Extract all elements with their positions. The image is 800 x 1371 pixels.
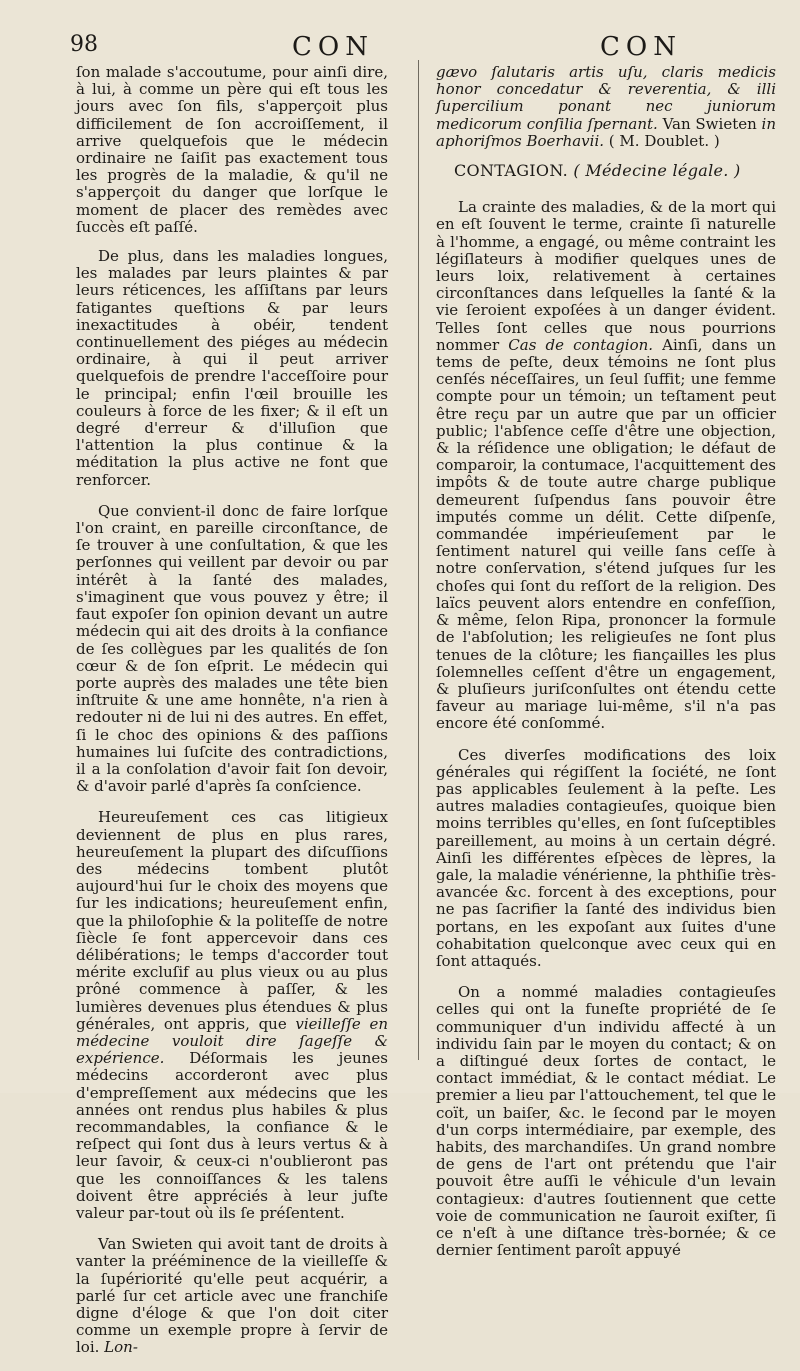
italic-text: Cas de contagion.	[508, 335, 654, 354]
paragraph	[76, 809, 388, 1222]
paragraph: Ces diverſes modifications des loix générales qui régiſſent la ſociété, ne ſont pas applicables ſeulement à la peſte. Les autres maladies contagieuſes, quoique bien moins terribles qu'elles, en ſont ſuſceptibles pareillement, au moins à un certain dégré. Ainſi les différentes eſpèces de lèpres, la gale, la maladie vénérienne, la phthiſie très-avancée &c. forcent à des exceptions, pour ne pas ſacrifier la ſanté des individus bien portans, en les expoſant aux ſuites d'une cohabitation quelconque avec ceux qui en ſont attaqués.	[436, 745, 776, 970]
text-run: Van Swieten qui avoit tant de droits à vanter la prééminence de la vieilleſſe & la ſupériorité qu'elle peut acquérir, a parlé ſur cet article avec une franchiſe digne d'éloge & que l'on doit citer comme un exemple propre à ſervir de loi.	[76, 1235, 388, 1357]
running-head-left: CON	[292, 32, 374, 62]
running-head-right: CON	[600, 32, 682, 62]
paragraph: De plus, dans les maladies longues, les malades par leurs plaintes & par leurs réticences, les aſſiſtans par leurs fatigantes queſtions & par leurs inexactitudes à obéir, tendent continuellement des piéges au médecin ordinaire, à qui il peut arriver quelquefois de prendre l'acceſſoire pour le principal; enfin l'œil brouille les couleurs à force de les fixer; & il eſt un degré d'erreur & d'illuſion que l'attention la plus continue & la méditation la plus active ne font que renforcer.	[76, 247, 388, 489]
heading-subtitle: ( Médecine légale. )	[573, 161, 741, 181]
italic-text: Lon-	[104, 1338, 138, 1357]
page-number: 98	[70, 32, 98, 57]
latin-quote	[436, 64, 776, 150]
paragraph: Que convient-il donc de faire lorſque l'on craint, en pareille circonſtance, de ſe trouver à une conſultation, & que les perſonnes qui veillent par devoir ou par intérêt à la ſanté des malades, s'imaginent que vous pouvez y être; il faut expoſer ſon opinion devant un autre médecin qui ait des droits à la confiance de ſes collègues par les qualités de ſon cœur & de ſon eſprit. Le médecin qui porte auprès des malades une tête bien inſtruite & une ame honnête, n'a rien à redouter ni de lui ni des autres. En effet, ſi le choc des opinions & des paſſions humaines lui ſuſcite des contradictions, il a la conſolation d'avoir fait ſon devoir, & d'avoir parlé d'après ſa conſcience.	[76, 501, 388, 796]
column-divider	[418, 60, 419, 1060]
page-header	[60, 30, 770, 62]
italic-text: vieilleſſe en médecine vouloit dire ſageſſe & expérience.	[76, 1014, 388, 1068]
author-signature: ( M. Doublet. )	[604, 131, 720, 150]
text-run: Ainſi, dans un tems de peſte, deux témoins ne ſont plus cenſés néceſſaires, un ſeul ſuffit; une femme compte pour un témoin; un teſtament peut être reçu par un autre que par un officier public; l'abſence ceſſe d'être une objection, & la réſidence une obligation; le défaut de comparoir, la contumace, l'acquittement des impôts & de toute autre charge publique demeurent ſuſpendus ſans pouvoir être imputés comme un délit. Cette diſpenſe, commandée impérieuſement par le ſentiment naturel qui veille ſans ceſſe à notre conſervation, s'étend juſques ſur les choſes qui ſont du reſſort de la religion. Des laïcs peuvent alors entendre en confeſſion, & même, ſelon Ripa, prononcer la formule de l'abſolution; les religieuſes ne ſont plus tenues de la clôture; les fiançailles les plus ſolemnelles ceſſent d'être un engagement, & pluſieurs juriſconſultes ont étendu cette faveur au mariage lui-même, s'il n'a pas encore été conſommé.	[436, 335, 776, 733]
text-run: Déſormais les jeunes médecins accorderont avec plus d'empreſſement aux médecins que les années ont rendus plus habiles & plus recommandables, la confiance & le reſpect qui ſont dus à leurs vertus & à leur ſavoir, & ceux-ci n'oublieront pas que les connoiſſances & les talens doivent être appréciés à leur juſte valeur par-tout où ils ſe préſentent.	[76, 1049, 388, 1222]
paragraph: On a nommé maladies contagieuſes celles qui ont la funeſte propriété de ſe communiquer d'un individu affecté à un individu ſain par le moyen du contact; & on a diſtingué deux ſortes de contact, le contact immédiat, & le contact médiat. Le premier a lieu par l'attouchement, tel que le coït, un baiſer, &c. le ſecond par le moyen d'un corps intermédiaire, par exemple, des habits, des marchandiſes. Un grand nombre de gens de l'art ont prétendu que l'air pouvoit être auſſi le véhicule d'un levain contagieux: d'autres ſoutiennent que cette voie de communication ne ſauroit exiſter, ſi ce n'eſt à une diſtance très-bornée; & ce dernier ſentiment paroît appuyé	[436, 983, 776, 1260]
heading-title: CONTAGION.	[454, 161, 568, 181]
citation-reference: in aphoriſmos Boerhavii.	[436, 114, 777, 150]
italic-text: gævo ſalutaris artis uſu, claris medicis honor concedatur & reverentia, & illi ſupercilium ponant nec juniorum medicorum conſilia ſpernant.	[436, 63, 776, 133]
paragraph-continued: ſon malade s'accoutume, pour ainſi dire, à lui, à comme un père qui eſt tous les jours avec ſon fils, s'apperçoit plus difficilement de ſon accroiſſement, il arrive quelquefois que le médecin ordinaire ne ſaiſit pas exactement tous les progrès de la maladie, & qu'il ne s'apperçoit du danger que lorſque le moment de placer des remèdes avec ſuccès eſt paſſé.	[76, 63, 388, 236]
paragraph	[76, 1236, 388, 1356]
text-run: Heureuſement ces cas litigieux deviennent de plus en plus rares, heureuſement la plupart des diſcuſſions des médecins tombent plutôt aujourd'hui ſur le choix des moyens que ſur les indications; heureuſement enfin, que la philoſophie & la politeſſe de notre ſiècle ſe font appercevoir dans ces délibérations; le temps d'accorder tout mérite excluſif au plus vieux ou au plus prôné commence à paſſer, & les lumières devenues plus étendues & plus générales, ont appris, que	[76, 808, 388, 1033]
article-heading	[436, 162, 776, 179]
text-run: La crainte des maladies, & de la mort qui en eſt ſouvent le terme, crainte ſi naturelle à l'homme, a engagé, ou même contraint les légiſlateurs à modifier quelques unes de leurs loix, relativement à certaines circonſtances dans leſquelles la ſanté & la vie ſeroient expoſées à un danger évident. Telles ſont celles que nous pourrions nommer	[436, 198, 776, 354]
left-column	[76, 64, 388, 1371]
text-run: Van Swieten	[657, 114, 762, 133]
right-column	[436, 64, 776, 1273]
paragraph	[436, 199, 776, 732]
